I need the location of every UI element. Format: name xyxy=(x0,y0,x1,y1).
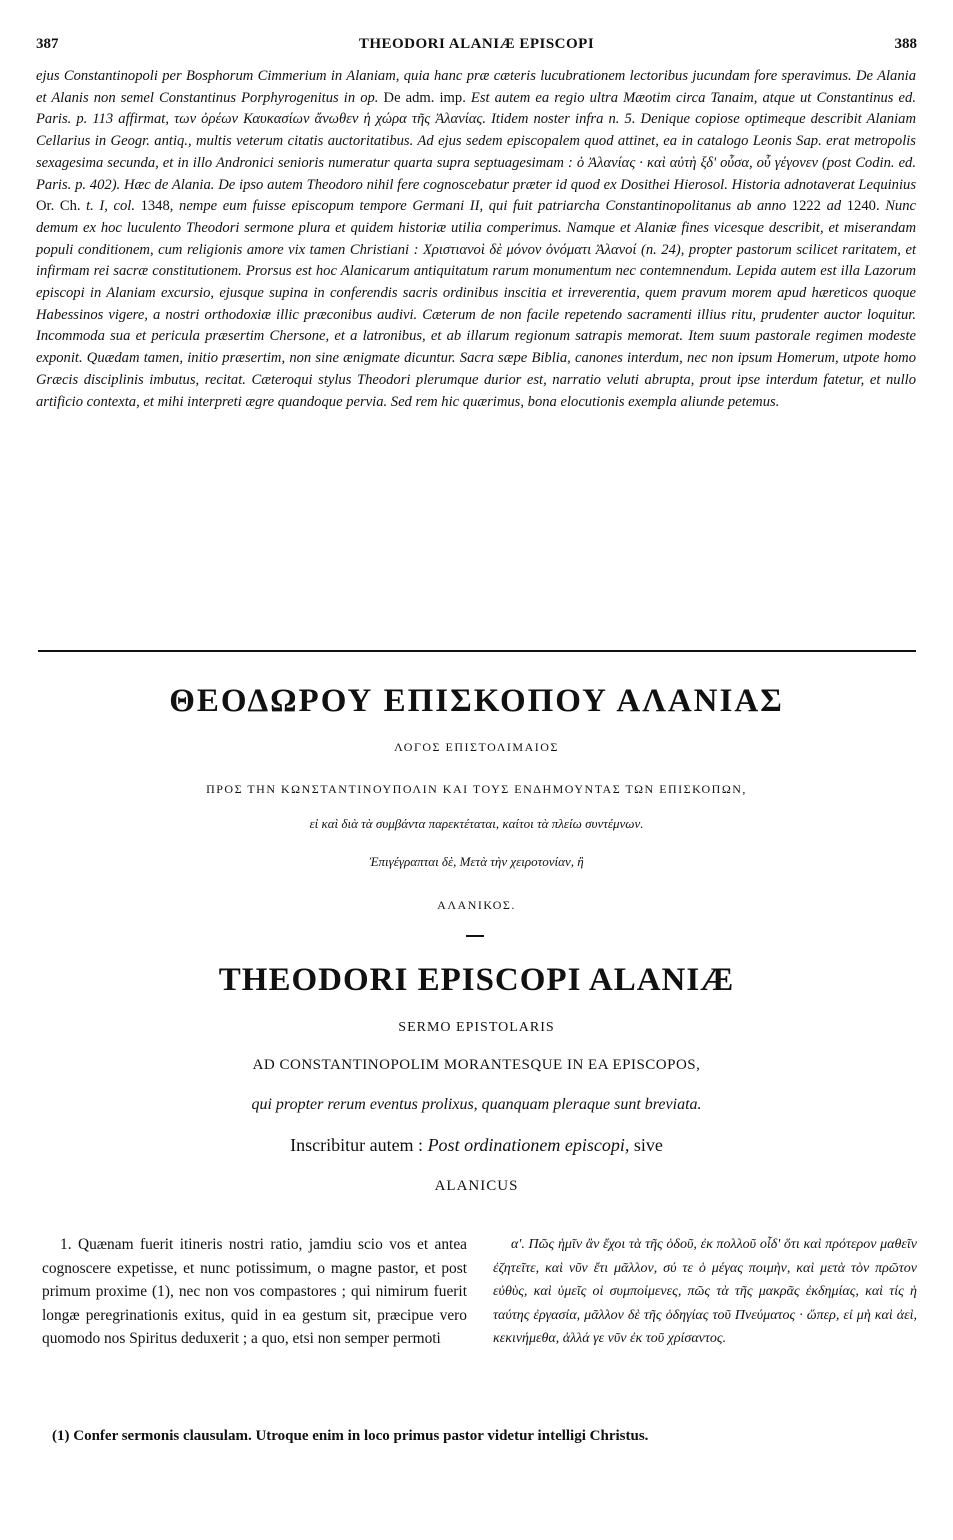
section-divider xyxy=(38,650,916,652)
preface-segment: 1240. xyxy=(846,198,886,215)
preface-segment: ejus Constantinopoli per Bosphorum Cimmerium in Alaniam, quia hanc præ cæteris lucubrationem lectoribus jucundam fore speravimus. De Alania et Alanis non semel Constantinus Porphyrogenitus in op. xyxy=(36,68,916,106)
running-header xyxy=(36,36,917,58)
latin-subtitle: SERMO EPISTOLARIS xyxy=(398,1020,555,1035)
latin-inscription-prefix: Inscribitur autem : xyxy=(290,1135,428,1155)
page-number-right: 388 xyxy=(894,36,917,52)
preface-segment: ad xyxy=(826,198,847,215)
latin-column-text: 1. Quænam fuerit itineris nostri ratio, jamdiu scio vos et antea cognoscere expetisse, et nunc potissimum, o magne pastor, et post primum proxime (1), nec non vos compastores ; qui nimirum fuerit longæ peregrinationis exitus, quid in ea gestum sit, præcipue vero quomodo nos Spiritus deduxerit ; a quo, etsi non semper permoti xyxy=(42,1236,467,1348)
latin-inscription xyxy=(30,1135,923,1156)
preface-paragraph xyxy=(36,66,916,413)
preface-segment: Or. Ch. xyxy=(36,198,87,215)
latin-note: qui propter rerum eventus prolixus, quanquam pleraque sunt breviata. xyxy=(251,1096,702,1113)
greek-addressees: ΠΡΟΣ ΤΗΝ ΚΩΝΣΤΑΝΤΙΝΟΥΠΟΛΙΝ ΚΑΙ ΤΟΥΣ ΕΝΔΗΜΟΥΝΤΑΣ ΤΩΝ ΕΠΙΣΚΟΠΩΝ, xyxy=(206,782,747,796)
latin-title: THEODORI EPISCOPI ALANIÆ xyxy=(218,962,735,998)
greek-column-text: Πῶς ἡμῖν ἂν ἔχοι τὰ τῆς ὁδοῦ, ἐκ πολλοῦ οἶδ' ὅτι καὶ πρότερον μαθεῖν ἐζητεῖτε, καὶ νῦν ἔτι μᾶλλον, σύ τε ὁ μέγας ποιμὴν, καὶ μετὰ τὸν πρῶτον εὐθὺς, καὶ ὑμεῖς οἱ συμποίμενες, πῶς τὰ τῆς μακρᾶς ἐκδημίας, καὶ τίς ἡ ταύτης ἐργασία, μᾶλλον δὲ τῆς ὁδηγίας τοῦ Πνεύματος · ὥπερ, εἰ μὴ καὶ ἀεὶ, κεκινήμεθα, ἀλλά γε νῦν ἐκ τοῦ χρίσαντος. xyxy=(493,1237,917,1347)
greek-inscription: Ἐπιγέγραπται δὲ, Μετὰ τὴν χειροτονίαν, ἢ xyxy=(369,854,584,869)
latin-inscription-title: Post ordinationem episcopi, xyxy=(427,1135,630,1155)
greek-title: ΘΕΟΔΩΡΟΥ ΕΠΙΣΚΟΠΟΥ ΑΛΑΝΙΑΣ xyxy=(169,683,784,719)
greek-column xyxy=(493,1233,917,1351)
preface-segment: Nunc demum ex hoc luculento Theodori sermone plura et quidem historiæ utilia comperimus. Namque et Alaniæ fines vicesque describit, et miserandam populi conditionem, cum religionis amore vix tamen Christiani : Χριστιανοὶ δὲ μόνον ὀνόματι Ἀλανοί (n. 24), propter pastorum scilicet raritatem, et infirmam rei sacræ constitutionem. Prorsus est hoc Alanicarum antiquitatum rarum monumentum nec contemnendum. Lepida autem est illa Lazorum episcopi in Alaniam excursio, ejusque supina in conferendis sacris ordinibus inscitia et irreverentia, quem pravum morem apud hæreticos quoque Habessinos vigere, a nostri orthodoxiæ illic præconibus audivi. Cæterum de non facile repetendo sacramenti illius ritu, prudenter auctor loquitur. Incommoda sua et pericula præsertim Chersone, et a latronibus, et ab illarum regionum satrapis memorat. Item suum pastorale regimen modeste exponit. Quædam tamen, initio præsertim, non sine ænigmate dicuntur. Sacra sæpe Biblia, canones interdum, nec non ipsum Homerum, utpote homo Græcis disciplinis imbutus, recitat. Cæteroqui stylus Theodori plerumque durior est, narratio veluti abrupta, prout ipse interdum fatetur, et nullo artificio contexta, et mihi interpreti ægre quandoque pervia. Sed rem hic quærimus, bona elocutionis exempla aliunde petemus. xyxy=(36,198,916,410)
latin-alt-title: ALANICUS xyxy=(434,1178,519,1194)
footnote: (1) Confer sermonis clausulam. Utroque enim in loco primus pastor videtur intelligi Christus. xyxy=(52,1428,649,1444)
preface-segment: t. I, col. xyxy=(86,198,141,215)
preface-segment: 1222 xyxy=(791,198,827,215)
preface-segment: De adm. imp. xyxy=(383,89,471,106)
preface-segment: 1348, xyxy=(140,198,180,215)
greek-paragraph-number: α'. xyxy=(511,1237,525,1252)
greek-subtitle: ΛΟΓΟΣ ΕΠΙΣΤΟΛΙΜΑΙΟΣ xyxy=(394,740,559,754)
greek-note: εἰ καὶ διὰ τὰ συμβάντα παρεκτέταται, καίτοι τὰ πλείω συντέμνων. xyxy=(309,816,644,831)
greek-alt-title: ΑΛΑΝΙΚΟΣ. xyxy=(437,898,516,912)
short-divider xyxy=(466,935,484,937)
latin-addressees: AD CONSTANTINOPOLIM MORANTESQUE IN EA EPISCOPOS, xyxy=(252,1057,701,1073)
preface-segment: Est autem ea regio ultra Mæotim circa Tanaim, atque ut Constantinus ed. Paris. p. 113 affirmat, των ὀρέων Καυκασίων ἄνωθεν ἡ χώρα τῆς Ἀλανίας. Itidem noster infra n. 5. Denique copiose optimeque describit Alaniam Cellarius in Geogr. antiq., multis veterum citatis auctoritatibus. Ad ejus sedem episcopalem quod attinet, ea in catalogo Leonis Sap. erat metropolis sexagesima secunda, et in illo Andronici senioris numeratur quarta supra septuagesimam : ὁ Ἀλανίας · καὶ αὐτὴ ξδ' οὖσα, οὗ γέγονεν (post Codin. ed. Paris. p. 402). Hæc de Alania. De ipso autem Theodoro nihil fere cognoscebatur præter id quod ex Dosithei Hierosol. Historia adnotaverat Lequinius xyxy=(36,89,916,193)
running-title: THEODORI ALANIÆ EPISCOPI xyxy=(358,36,595,52)
page-number-left: 387 xyxy=(36,36,59,52)
latin-inscription-suffix: sive xyxy=(629,1135,663,1155)
preface-segment: nempe eum fuisse episcopum tempore Germani II, qui fuit patriarcha Constantinopolitanus ab anno xyxy=(179,198,792,215)
